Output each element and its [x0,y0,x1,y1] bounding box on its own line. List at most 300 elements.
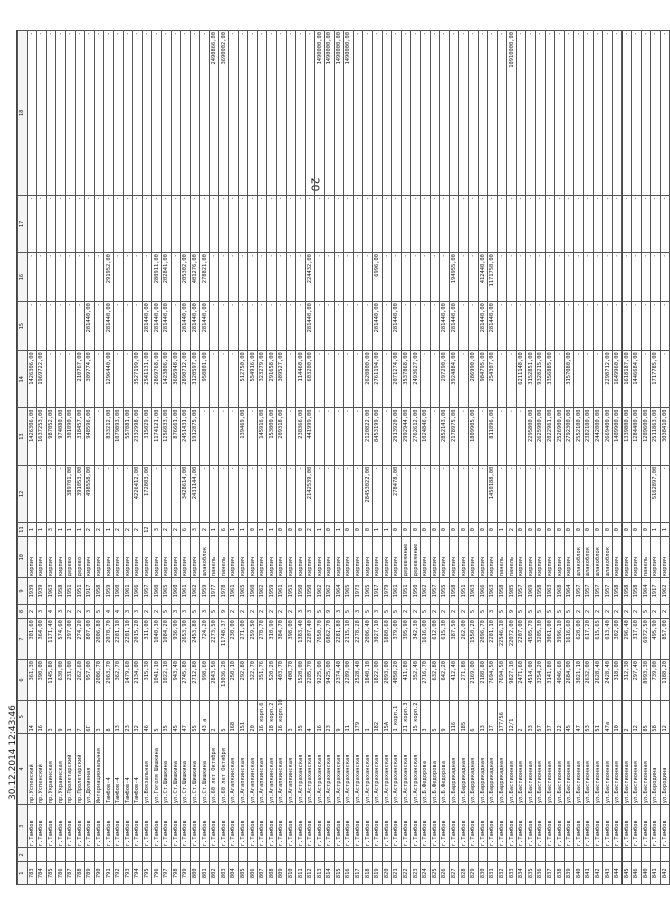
table-cell: г.Тамбов [536,805,546,848]
table-cell: 297,00 [65,619,75,660]
table-cell: ул.Баррикадная [468,733,478,805]
table-cell: - [353,195,363,252]
table-cell: 1 [56,523,66,537]
table-cell: ул.Бастионная [593,733,603,805]
table-cell: - [75,31,85,196]
table-cell: 2 [75,604,85,618]
table-cell: 2 [603,604,613,618]
table-cell: 1957 [516,578,526,605]
table-cell: 615,30 [440,619,450,660]
table-row [622,31,632,885]
table-cell: 1 [37,523,47,537]
table-cell: 3254,20 [536,660,546,701]
table-cell: 1171,40 [46,619,56,660]
table-cell: кирпич [392,537,402,578]
footer-stamp: 30.12.2014 12:43:46 [8,705,18,800]
table-cell: 0 [401,523,411,537]
table-cell [430,848,440,862]
table-cell: - [133,195,143,252]
table-cell: 1966 [478,578,488,605]
table-cell [478,848,488,862]
table-cell: 1958 [94,578,104,605]
table-row [392,31,402,885]
table-cell: - [372,195,382,252]
table-cell: 274,20 [75,619,85,660]
table-cell: 792 [113,862,123,885]
table-cell: Тамбов-4 [113,733,123,805]
table-cell: 3 [46,523,56,537]
table-cell: 2 [123,523,133,537]
table-cell: кирпич [344,537,354,578]
table-row [497,31,507,885]
table-cell: 250,10 [229,660,239,701]
table-cell [593,848,603,862]
table-cell: - [152,465,162,522]
table-cell: 1339800,00 [622,408,632,465]
table-cell: 2178975,00 [449,408,459,465]
table-cell: 1957 [574,578,584,605]
table-cell: 2 [85,523,95,537]
table-cell: - [286,408,296,465]
table-cell: 5 [344,604,354,618]
table-cell: 2628,40 [593,660,603,701]
table-cell: 2 [651,604,661,618]
table-cell: 2 [430,604,440,618]
table-cell: 797 [161,862,171,885]
table-cell: 3 [420,700,430,733]
table-row [612,31,622,885]
table-row [85,31,95,885]
table-cell: г.Тамбов [257,805,267,848]
table-cell: 2528,40 [353,660,363,701]
table-cell: 1965 [161,578,171,605]
table-cell: ул.Агапкинская [238,733,248,805]
table-cell: 2281,80 [334,619,344,660]
table-cell: ул.Бастионная [584,733,594,805]
table-cell: 1964 [564,578,574,605]
table-cell: 2 [622,604,632,618]
table-cell: 2 [459,604,469,618]
table-cell: - [401,195,411,252]
table-cell: - [238,195,248,252]
table-cell: г.Тамбов [238,805,248,848]
table-cell: кирпич [286,537,296,578]
table-cell: ул.Бастионная [641,733,651,805]
table-cell: г.Тамбов [516,805,526,848]
table-cell: 836 [536,862,546,885]
table-cell: - [344,408,354,465]
table-cell [660,848,670,862]
table-cell: - [123,351,133,408]
table-cell: 0 [564,523,574,537]
table-cell: - [497,253,507,302]
table-cell: г.Тамбов [181,805,191,848]
table-cell [411,848,421,862]
table-cell: кирпич [37,537,47,578]
table-cell: 281440,00 [181,302,191,351]
table-cell: 2295800,00 [526,408,536,465]
table-row [142,31,152,885]
table-row [632,31,642,885]
table-cell: 312,30 [622,660,632,701]
table-cell: 815 [334,862,344,885]
table-cell: 1 [334,523,344,537]
table-cell: - [564,302,574,351]
table-row [75,31,85,885]
table-row [305,31,315,885]
table-cell: - [65,31,75,196]
table-cell: - [468,302,478,351]
table-cell: 1961 [277,578,287,605]
table-cell: ул.Бастионная [536,733,546,805]
column-header: 11 [18,523,28,537]
table-cell: 2 [229,604,239,618]
table-cell: 281440,00 [85,302,95,351]
table-cell: - [497,351,507,408]
table-row [488,31,498,885]
table-cell: 5 [209,604,219,618]
table-cell: ул.Агапкинская [229,733,239,805]
table-cell: 834 [516,862,526,885]
table-cell: 1 [104,523,114,537]
table-cell: - [209,408,219,465]
table-cell: 1958 [632,578,642,605]
table-row [209,31,219,885]
table-cell: ул.Ст.Шишкина [181,733,191,805]
table-cell: 1550,20 [468,619,478,660]
table-row [229,31,239,885]
table-cell: - [660,195,670,252]
table-cell: 271,80 [459,660,469,701]
table-cell: 1912875,00 [190,408,200,465]
table-cell: кирпич [526,537,536,578]
table-cell: - [430,408,440,465]
table-cell [344,848,354,862]
table-cell: 0 [641,523,651,537]
table-cell: 2205,70 [305,660,315,701]
table-cell: 281440,00 [152,302,162,351]
table-cell: 1145,80 [46,660,56,701]
table-cell: 0 [622,523,632,537]
table-cell [277,848,287,862]
table-cell: - [94,351,104,408]
table-cell: 2745,80 [181,660,191,701]
table-cell: 1040,30 [152,619,162,660]
table-cell: 5 [430,700,440,733]
table-cell: - [229,253,239,302]
column-header: 18 [18,31,28,196]
table-cell [229,848,239,862]
table-cell: - [46,31,56,196]
table-cell: кирпич [622,537,632,578]
table-cell: кирпич [564,537,574,578]
table-cell: 2913920,00 [392,408,402,465]
table-cell: 0 [325,523,335,537]
table-cell: - [113,351,123,408]
table-cell: 0 [612,523,622,537]
table-cell: 85 [641,700,651,733]
table-cell: кирпич [334,537,344,578]
table-cell: 1961 [181,578,191,605]
table-cell: 2 [238,604,248,618]
table-cell: 1939 [37,578,47,605]
table-cell: 804 [229,862,239,885]
column-header: 17 [18,195,28,252]
table-cell: 2 [401,604,411,618]
table-cell: 2015,20 [133,619,143,660]
table-cell: - [468,195,478,252]
table-cell: - [372,31,382,196]
table-cell: 2096,70 [478,619,488,660]
table-cell: - [257,253,267,302]
table-cell: ул.60 лет Октября [209,733,219,805]
table-cell: 842 [593,862,603,885]
table-cell: ул.Агапкинская [248,733,258,805]
table-cell: 2541131,00 [142,351,152,408]
table-cell: 1479,60 [123,660,133,701]
table-cell: г.Тамбов [229,805,239,848]
table-cell: - [56,302,66,351]
table-cell: ул.Бастионная [545,733,555,805]
table-cell: - [564,253,574,302]
table-cell: - [497,195,507,252]
table-cell: ул.Астраханская [392,733,402,805]
table-cell: 441999,00 [305,408,315,465]
table-cell: 12/1 [507,700,517,733]
table-cell: 2 [593,604,603,618]
table-cell: 844 [612,862,622,885]
table-cell: 6Г [85,700,95,733]
column-header: 2 [18,848,28,862]
table-cell: - [238,31,248,196]
table-cell: 0 [440,523,450,537]
table-cell: 798 [171,862,181,885]
table-cell: - [133,31,143,196]
table-cell: 1965 [238,578,248,605]
table-cell: 1962 [325,578,335,605]
table-cell: 310,90 [267,619,277,660]
table-cell: - [315,351,325,408]
table-cell: - [382,351,392,408]
table-row [171,31,181,885]
table-cell: 5162897,00 [651,465,661,522]
table-cell: 811 [296,862,306,885]
table-cell: 4 [305,700,315,733]
table-cell: 1964 [641,578,651,605]
table-cell: 11 [344,700,354,733]
table-cell: пр.Пролетарский [75,733,85,805]
table-cell: 384,70 [277,619,287,660]
table-cell: - [334,253,344,302]
table-cell: 2511863,00 [651,408,661,465]
table-cell: ул.Ст.Шишкина [171,733,181,805]
table-cell: г.Тамбов [56,805,66,848]
table-cell: 2632,00 [584,660,594,701]
table-cell: - [142,195,152,252]
table-cell: 3605948,00 [171,351,181,408]
table-cell: - [171,302,181,351]
table-cell: 807 [257,862,267,885]
table-cell [27,848,37,862]
table-cell: ул.Астраханская [296,733,306,805]
table-cell: 1171750,00 [488,253,498,302]
table-cell: ул.Астраханская [353,733,363,805]
table-cell: - [85,195,95,252]
table-cell: 2 [65,604,75,618]
table-cell: кирпич [555,537,565,578]
column-header: 13 [18,408,28,465]
table-cell [401,848,411,862]
table-cell: 12 [632,700,642,733]
table-cell: - [516,253,526,302]
table-cell: - [152,31,162,196]
table-cell: - [411,253,421,302]
table-cell: - [65,302,75,351]
table-cell: 28453022,00 [363,465,373,522]
table-cell: 2852143,00 [440,408,450,465]
table-cell: - [584,302,594,351]
table-cell: 209318,00 [277,408,287,465]
table-cell: - [392,253,402,302]
table-cell: - [113,465,123,522]
table-cell: - [171,31,181,196]
table-cell: 3 [190,523,200,537]
table-cell: кирпич [257,537,267,578]
table-cell: - [401,302,411,351]
table-cell: 318457,00 [75,408,85,465]
table-cell: 2843,50 [209,660,219,701]
table-cell: - [37,31,47,196]
table-row [56,31,66,885]
table-cell: 2 [200,523,210,537]
table-cell: 613,40 [603,619,613,660]
table-cell: 2180,80 [478,660,488,701]
table-row [526,31,536,885]
table-row [574,31,584,885]
table-cell: 2273,50 [209,619,219,660]
table-cell: - [430,302,440,351]
table-cell: 231,00 [65,660,75,701]
table-cell: 0 [545,523,555,537]
table-cell: 3 [334,604,344,618]
table-cell [190,848,200,862]
table-cell: - [612,195,622,252]
table-cell: - [430,195,440,252]
table-cell: 46 [142,700,152,733]
table-cell: 794 [133,862,143,885]
table-cell: кирпич [161,537,171,578]
table-cell: 615,65 [593,619,603,660]
table-cell: 1 [497,523,507,537]
table-cell: 8993,30 [641,660,651,701]
table-cell: г.Тамбов [190,805,200,848]
table-cell: 811096,00 [488,408,498,465]
table-cell [334,848,344,862]
table-cell [305,848,315,862]
table-cell: - [497,465,507,522]
table-row [190,31,200,885]
table-cell: 55 [190,700,200,733]
table-cell: 3996,10 [555,619,565,660]
table-row [593,31,603,885]
table-cell: 1 [75,523,85,537]
table-cell: г.Тамбов [574,805,584,848]
table-cell: - [277,31,287,196]
table-cell: 1174121,00 [152,408,162,465]
table-cell: Тамбов-4 [104,733,114,805]
table-cell: 812 [305,862,315,885]
table-cell: - [449,465,459,522]
table-cell: 1963 [468,578,478,605]
table-row [277,31,287,885]
table-cell: - [622,253,632,302]
table-cell: кирпич [488,537,498,578]
table-cell: 1961 [123,578,133,605]
table-cell: - [420,465,430,522]
table-cell: 1963 [46,578,56,605]
table-cell: - [334,302,344,351]
table-cell: 2298712,00 [603,351,613,408]
table-cell: деревянные [401,537,411,578]
table-cell: кирпич [181,537,191,578]
table-cell: - [651,195,661,252]
table-cell: 0 [488,523,498,537]
table-cell: - [296,253,306,302]
table-row [325,31,335,885]
table-cell: 786 [56,862,66,885]
table-cell: - [440,195,450,252]
table-cell: 32 [133,700,143,733]
table-cell: ул.Астраханская [334,733,344,805]
table-cell: 2453,80 [190,619,200,660]
table-cell: 832 [497,862,507,885]
table-cell: 1962 [190,578,200,605]
table-cell: 1 [651,523,661,537]
table-row [440,31,450,885]
table-cell: 957,00 [85,660,95,701]
table-cell: г.Тамбов [478,805,488,848]
table-cell: 974080,00 [56,408,66,465]
table-cell: кирпич [353,537,363,578]
table-cell: 262,00 [459,619,469,660]
table-cell: 2 [152,604,162,618]
table-cell: ул.Астраханская [344,733,354,805]
table-cell: - [190,31,200,196]
table-cell: - [651,253,661,302]
table-cell: - [344,302,354,351]
table-cell: 2684,00 [564,660,574,701]
table-cell: 17 [488,700,498,733]
table-cell: г.Тамбов [392,805,402,848]
table-cell: 1958 [56,578,66,605]
table-cell: - [94,408,104,465]
table-cell: г.Тамбов [468,805,478,848]
table-cell: 1840,10 [363,660,373,701]
table-cell: 364,00 [37,619,47,660]
table-cell: - [161,31,171,196]
table-cell: ул.Баррикадная [488,733,498,805]
table-cell: 2653,90 [181,619,191,660]
table-cell: 2374,40 [334,660,344,701]
table-cell: - [286,302,296,351]
table-cell: 512750,00 [238,351,248,408]
table-cell: 2 [449,604,459,618]
table-cell [641,848,651,862]
table-cell: - [641,253,651,302]
table-cell: 857,00 [660,619,670,660]
table-cell [296,848,306,862]
table-row [420,31,430,885]
